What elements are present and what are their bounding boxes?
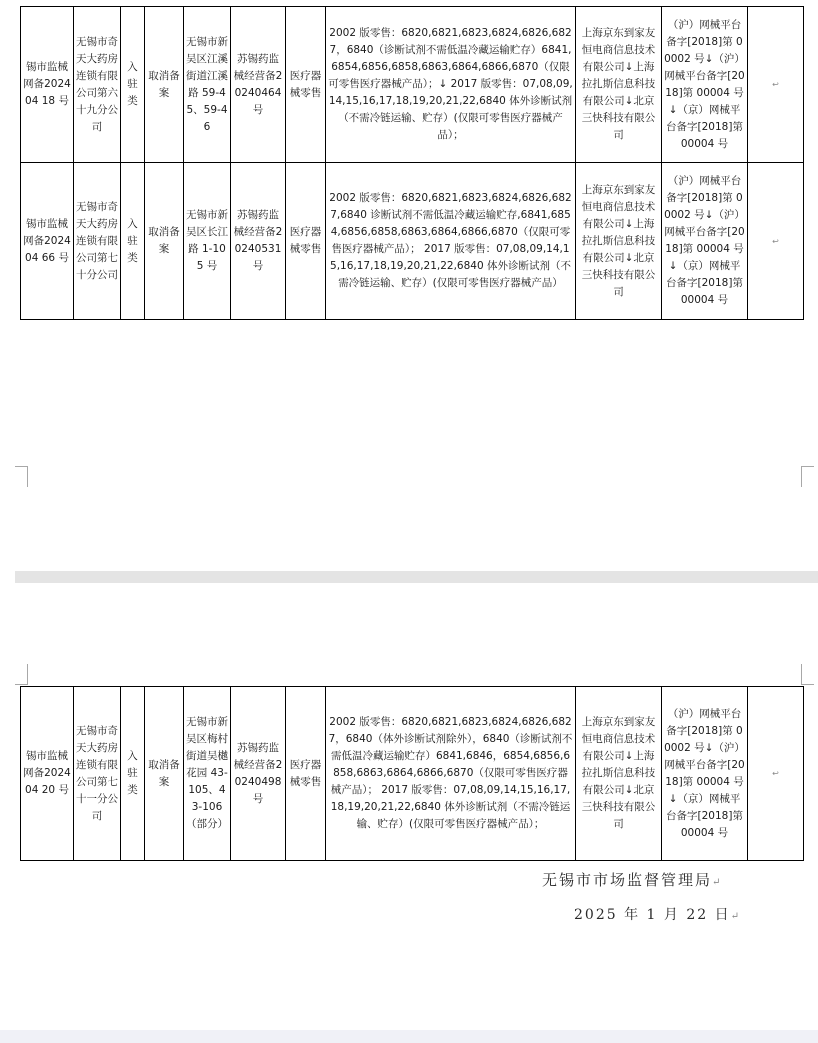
type-cell: 入驻类 xyxy=(121,7,145,163)
type-cell: 入驻类 xyxy=(121,163,145,320)
paragraph-mark: ↵ xyxy=(712,877,721,888)
table-row xyxy=(21,7,804,163)
paragraph-mark: ↩ xyxy=(772,769,779,778)
company-cell: 无锡市奇天大药房连锁有限公司第七十分公司 xyxy=(74,163,121,320)
signature-org-text: 无锡市市场监督管理局 xyxy=(542,871,713,889)
scope-cell: 2002 版零售：6820,6821,6823,6824,6826,6827,6840 诊断试剂不需低温冷藏运输贮存,6841,6854,6856,6858,6863,6864,6866,6870（仅限可零售医疗器械产品）； 2017 版零售：07,08,09,14,15,16,17,18,19,20,21,22,6840 体外诊断试剂（不需冷链运输、贮存）(仅限可零售医疗器械产品） xyxy=(326,163,576,320)
platform-cell: 上海京东到家友恒电商信息技术有限公司↓上海拉扎斯信息科技有限公司↓北京三快科技有限公司 xyxy=(576,687,662,861)
scope-cell: 2002 版零售：6820,6821,6823,6824,6826,6827，6840（体外诊断试剂除外），6840（诊断试剂不需低温冷藏运输贮存）6841,6846，6854,6856,6858,6863,6864,6866,6870（仅限可零售医疗器械产品）； 2017 版零售：07,08,09,14,15,16,17,18,19,20,21,22,6840 体外诊断试剂（不需冷链运输、贮存）(仅限可零售医疗器械产品）； xyxy=(326,687,576,861)
category-cell: 医疗器械零售 xyxy=(286,7,326,163)
scope-cell: 2002 版零售：6820,6821,6823,6824,6826,6827，6840（诊断试剂不需低温冷藏运输贮存）6841,6854,6856,6858,6863,6864,6866,6870（仅限可零售医疗器械产品）；↓ 2017 版零售：07,08,09,14,15,16,17,18,19,20,21,22,6840 体外诊断试剂（不需冷链运输、贮存）(仅限可零售医疗器械产品）； xyxy=(326,7,576,163)
license-cell: 苏锡药监械经营备20240464 号 xyxy=(231,7,286,163)
category-cell: 医疗器械零售 xyxy=(286,687,326,861)
action-cell: 取消备案 xyxy=(145,7,184,163)
records-table-page2 xyxy=(20,686,804,861)
company-cell: 无锡市奇天大药房连锁有限公司第六十九分公司 xyxy=(74,7,121,163)
records-table-page1 xyxy=(20,6,804,320)
reg-no-cell: 锡市监械网备202404 66 号 xyxy=(21,163,74,320)
signature-date-text: 2025 年 1 月 22 日 xyxy=(574,907,731,923)
address-cell: 无锡市新吴区长江路 1-105 号 xyxy=(184,163,231,320)
address-cell: 无锡市新吴区江溪街道江溪路 59-45、59-46 xyxy=(184,7,231,163)
platform-reg-cell: （沪）网械平台备字[2018]第 00002 号↓（沪）网械平台备字[2018]第 00004 号↓（京）网械平台备字[2018]第 00004 号 xyxy=(662,687,748,861)
category-cell: 医疗器械零售 xyxy=(286,163,326,320)
paragraph-mark: ↵ xyxy=(730,911,739,922)
page-corner-mark xyxy=(801,466,814,487)
platform-reg-cell: （沪）网械平台备字[2018]第 00002 号↓（沪）网械平台备字[2018]第 00004 号↓（京）网械平台备字[2018]第 00004 号 xyxy=(662,7,748,163)
action-cell: 取消备案 xyxy=(145,163,184,320)
empty-cell xyxy=(748,687,804,861)
page-corner-mark xyxy=(15,664,28,685)
table-row xyxy=(21,687,804,861)
platform-cell: 上海京东到家友恒电商信息技术有限公司↓上海拉扎斯信息科技有限公司↓北京三快科技有限公司 xyxy=(576,7,662,163)
signature-organization xyxy=(542,869,720,890)
reg-no-cell: 锡市监械网备202404 18 号 xyxy=(21,7,74,163)
paragraph-mark: ↩ xyxy=(772,236,779,246)
address-cell: 无锡市新吴区梅村街道吴樾花园 43-105、43-106（部分） xyxy=(184,687,231,861)
platform-reg-cell: （沪）网械平台备字[2018]第 00002 号↓（沪）网械平台备字[2018]第 00004 号↓（京）网械平台备字[2018]第 00004 号 xyxy=(662,163,748,320)
page-corner-mark xyxy=(801,664,814,685)
license-cell: 苏锡药监械经营备20240531 号 xyxy=(231,163,286,320)
empty-cell xyxy=(748,7,804,163)
page-corner-mark xyxy=(15,466,28,487)
license-cell: 苏锡药监械经营备20240498 号 xyxy=(231,687,286,861)
empty-cell xyxy=(748,163,804,320)
table-row xyxy=(21,163,804,320)
page-break-gap xyxy=(15,571,818,583)
page-bottom-edge xyxy=(0,1030,818,1043)
reg-no-cell: 锡市监械网备202404 20 号 xyxy=(21,687,74,861)
paragraph-mark: ↩ xyxy=(772,80,779,89)
action-cell: 取消备案 xyxy=(145,687,184,861)
type-cell: 入驻类 xyxy=(121,687,145,861)
company-cell: 无锡市奇天大药房连锁有限公司第七十一分公司 xyxy=(74,687,121,861)
signature-date xyxy=(574,904,739,924)
platform-cell: 上海京东到家友恒电商信息技术有限公司↓上海拉扎斯信息科技有限公司↓北京三快科技有限公司 xyxy=(576,163,662,320)
